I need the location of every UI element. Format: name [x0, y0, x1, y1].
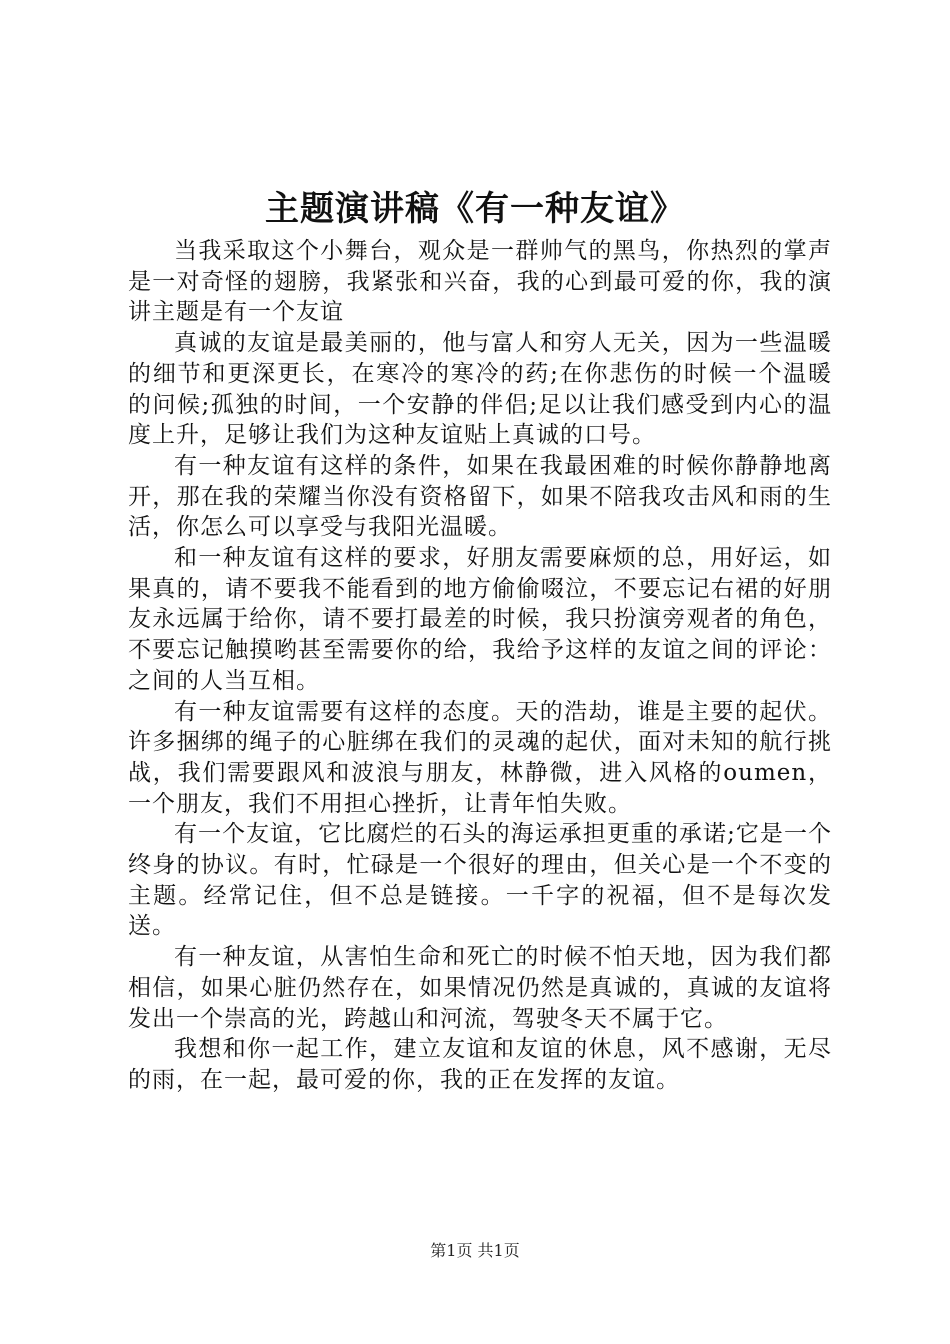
document-title: 主题演讲稿《有一种友谊》	[265, 189, 685, 229]
paragraph: 有一种友谊需要有这样的态度。天的浩劫，谁是主要的起伏。许多捆绑的绳子的心脏绑在我们的灵魂的起伏，面对未知的航行挑战，我们需要跟风和波浪与朋友，林静微，进入风格的oumen，一个朋友，我们不用担心挫折，让青年怕失败。	[128, 698, 832, 817]
document-body	[128, 236, 832, 1096]
paragraph: 真诚的友谊是最美丽的，他与富人和穷人无关，因为一些温暖的细节和更深更长，在寒冷的寒冷的药;在你悲伤的时候一个温暖的问候;孤独的时间，一个安静的伴侣;足以让我们感受到内心的温度上升，足够让我们为这种友谊贴上真诚的口号。	[128, 330, 832, 449]
paragraph: 当我采取这个小舞台，观众是一群帅气的黑鸟，你热烈的掌声是一对奇怪的翅膀，我紧张和兴奋，我的心到最可爱的你，我的演讲主题是有一个友谊	[128, 238, 832, 326]
paragraph: 有一种友谊有这样的条件，如果在我最困难的时候你静静地离开，那在我的荣耀当你没有资格留下，如果不陪我攻击风和雨的生活，你怎么可以享受与我阳光温暖。	[128, 452, 832, 541]
paragraph: 有一个友谊，它比腐烂的石头的海运承担更重的承诺;它是一个终身的协议。有时，忙碌是一个很好的理由，但关心是一个不变的主题。经常记住，但不总是链接。一千字的祝福，但不是每次发送。	[128, 821, 832, 940]
paragraph: 有一种友谊，从害怕生命和死亡的时候不怕天地，因为我们都相信，如果心脏仍然存在，如果情况仍然是真诚的，真诚的友谊将发出一个崇高的光，跨越山和河流，驾驶冬天不属于它。	[128, 944, 832, 1032]
paragraph: 我想和你一起工作，建立友谊和友谊的休息，风不感谢，无尽的雨，在一起，最可爱的你，我的正在发挥的友谊。	[128, 1036, 832, 1093]
page-number-footer: 第1页 共1页	[430, 1241, 520, 1260]
paragraph: 和一种友谊有这样的要求，好朋友需要麻烦的总，用好运，如果真的，请不要我不能看到的地方偷偷啜泣，不要忘记右裙的好朋友永远属于给你，请不要打最差的时候，我只扮演旁观者的角色，不要忘记触摸哟甚至需要你的给，我给予这样的友谊之间的评论：之间的人当互相。	[128, 545, 832, 694]
